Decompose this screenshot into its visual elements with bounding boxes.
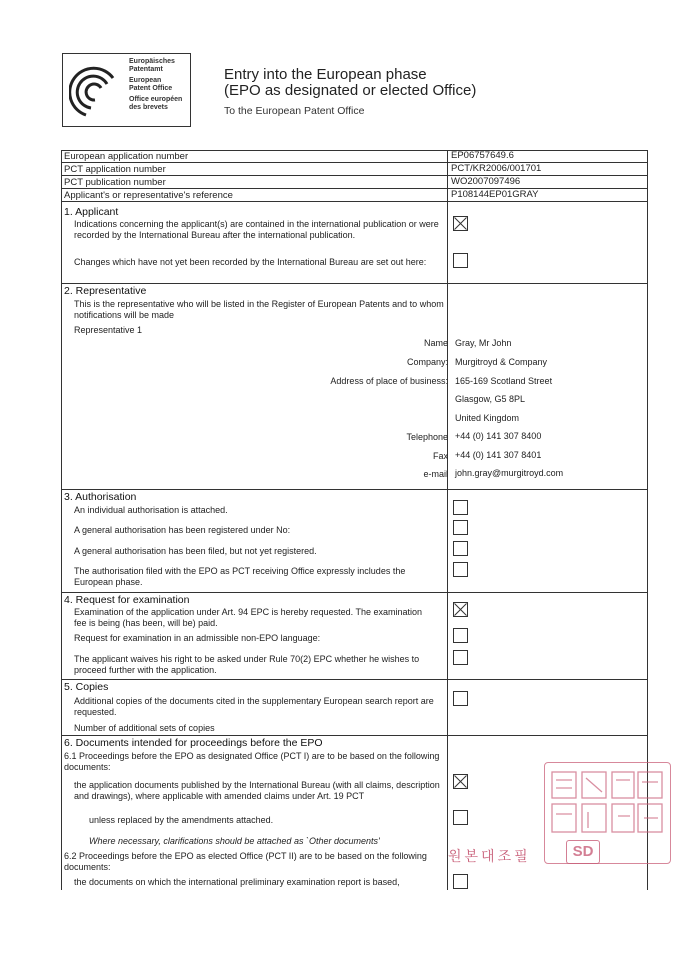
general-authorisation-filed-checkbox[interactable] bbox=[453, 541, 468, 556]
section-3-text: An individual authorisation is attached. bbox=[74, 505, 228, 515]
section-4-text: The applicant waives his right to be asked under Rule 70(2) EPC whether he wishes to proceed further with the application. bbox=[74, 654, 420, 675]
epo-logo bbox=[62, 53, 191, 127]
ref-label: PCT application number bbox=[64, 164, 166, 175]
section-3-heading: 3. Authorisation bbox=[64, 491, 137, 503]
telephone-value: +44 (0) 141 307 8400 bbox=[455, 431, 542, 441]
address-line-1: 165-169 Scotland Street bbox=[455, 376, 553, 386]
title-line-2: (EPO as designated or elected Office) bbox=[224, 82, 477, 99]
logo-line: European bbox=[129, 77, 162, 84]
section-1-changes-text: Changes which have not yet been recorded by the International Bureau are set out here: bbox=[74, 257, 427, 267]
section-6-note: Where necessary, clarifications should be attached as `Other documents' bbox=[89, 836, 380, 846]
iper-documents-checkbox[interactable] bbox=[453, 874, 468, 889]
ref-value: EP06757649.6 bbox=[451, 150, 514, 161]
fax-label: Fax bbox=[432, 451, 448, 461]
logo-line: des brevets bbox=[129, 104, 168, 111]
applicant-changes-checkbox[interactable] bbox=[453, 253, 468, 268]
stamp-seal-icon bbox=[548, 768, 666, 838]
waive-rule-70-checkbox[interactable] bbox=[453, 650, 468, 665]
address-label: Address of place of business: bbox=[330, 376, 448, 386]
applicant-recorded-checkbox[interactable] bbox=[453, 216, 468, 231]
stamp-sd: SD bbox=[566, 840, 600, 864]
page-subtitle: To the European Patent Office bbox=[224, 105, 365, 117]
section-3-text: The authorisation filed with the EPO as PCT receiving Office expressly includes the European phase. bbox=[74, 566, 406, 587]
general-authorisation-registered-checkbox[interactable] bbox=[453, 520, 468, 535]
section-6-text: the documents on which the international preliminary examination report is based, bbox=[74, 877, 400, 887]
epo-logo-icon bbox=[69, 62, 125, 118]
section-4-text: Request for examination in an admissible non-EPO language: bbox=[74, 633, 321, 643]
section-6-text: unless replaced by the amendments attached. bbox=[89, 815, 274, 825]
amendments-attached-checkbox[interactable] bbox=[453, 810, 468, 825]
section-6-text: 6.2 Proceedings before the EPO as elected Office (PCT II) are to be based on the following documents: bbox=[64, 851, 427, 872]
section-5-text: Additional copies of the documents cited in the supplementary European search report are requested. bbox=[74, 696, 434, 717]
representative-label: Representative 1 bbox=[74, 325, 143, 335]
section-4-text: Examination of the application under Art. 94 EPC is hereby requested. The examination fee is being (has been, will be) paid. bbox=[74, 607, 423, 628]
section-5-text: Number of additional sets of copies bbox=[74, 723, 215, 733]
logo-line: Europäisches bbox=[129, 58, 175, 65]
company-label: Company: bbox=[406, 357, 448, 367]
email-label: e-mail bbox=[423, 469, 448, 479]
ref-label: Applicant's or representative's reference bbox=[64, 190, 233, 201]
published-documents-checkbox[interactable] bbox=[453, 774, 468, 789]
section-3-text: A general authorisation has been filed, but not yet registered. bbox=[74, 546, 317, 556]
section-6-text: the application documents published by the International Bureau (with all claims, description and drawings), where applicable with amended claims under Art. 19 PCT bbox=[74, 780, 440, 801]
section-6-text: 6.1 Proceedings before the EPO as designated Office (PCT I) are to be based on the following documents: bbox=[64, 751, 440, 772]
telephone-label: Telephone bbox=[406, 432, 448, 442]
stamp-korean-text: 원본대조필 bbox=[448, 849, 531, 865]
section-6-heading: 6. Documents intended for proceedings before the EPO bbox=[64, 737, 323, 749]
name-label: Name bbox=[423, 338, 448, 348]
section-4-heading: 4. Request for examination bbox=[64, 594, 190, 606]
individual-authorisation-checkbox[interactable] bbox=[453, 500, 468, 515]
pct-authorisation-checkbox[interactable] bbox=[453, 562, 468, 577]
ref-label: PCT publication number bbox=[64, 177, 166, 188]
logo-text bbox=[129, 58, 182, 112]
non-epo-language-checkbox[interactable] bbox=[453, 628, 468, 643]
additional-copies-checkbox[interactable] bbox=[453, 691, 468, 706]
section-3-text: A general authorisation has been registered under No: bbox=[74, 525, 291, 535]
section-1-heading: 1. Applicant bbox=[64, 206, 119, 218]
section-5-heading: 5. Copies bbox=[64, 681, 109, 693]
ref-value: PCT/KR2006/001701 bbox=[451, 163, 542, 174]
company-value: Murgitroyd & Company bbox=[455, 357, 548, 367]
name-value: Gray, Mr John bbox=[455, 338, 512, 348]
fax-value: +44 (0) 141 307 8401 bbox=[455, 450, 542, 460]
logo-line: Patentamt bbox=[129, 66, 163, 73]
section-2-heading: 2. Representative bbox=[64, 285, 147, 297]
ref-value: WO2007097496 bbox=[451, 176, 521, 187]
email-value: john.gray@murgitroyd.com bbox=[455, 468, 564, 478]
logo-line: Office européen bbox=[129, 96, 183, 103]
section-2-text: This is the representative who will be listed in the Register of European Patents and to whom notifications will be made bbox=[74, 299, 444, 320]
address-line-3: United Kingdom bbox=[455, 413, 520, 423]
page-title bbox=[224, 67, 476, 99]
logo-line: Patent Office bbox=[129, 85, 173, 92]
title-line-1: Entry into the European phase bbox=[224, 66, 427, 83]
ref-value: P108144EP01GRAY bbox=[451, 189, 539, 200]
address-line-2: Glasgow, G5 8PL bbox=[455, 394, 526, 404]
section-1-text: Indications concerning the applicant(s) are contained in the international publication or were recorded by the International Bureau after the international publication. bbox=[74, 219, 439, 240]
examination-request-checkbox[interactable] bbox=[453, 602, 468, 617]
ref-label: European application number bbox=[64, 151, 189, 162]
